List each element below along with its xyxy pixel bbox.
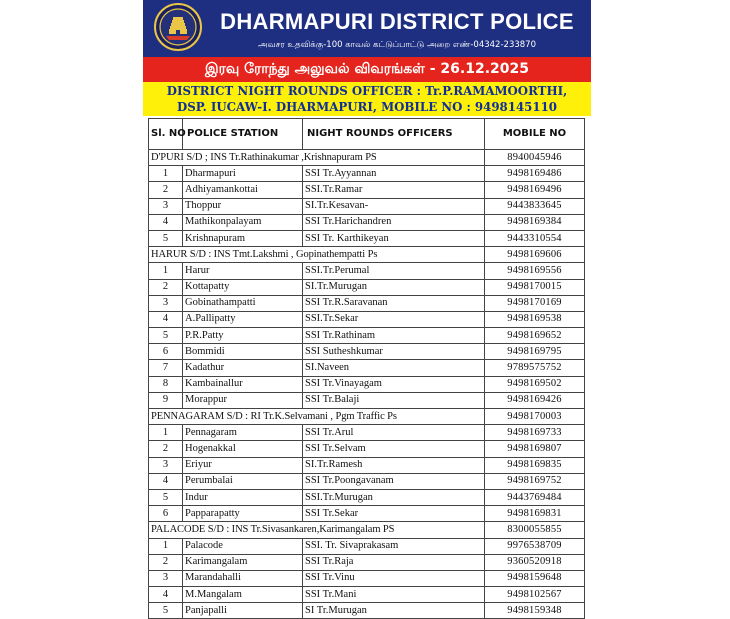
sl-no-cell: 5 <box>149 230 183 246</box>
mobile-cell: 9498169486 <box>485 166 585 182</box>
table-header-row <box>149 119 585 150</box>
officer-cell: SSI Tr.Raja <box>303 554 485 570</box>
mobile-cell: 9498169384 <box>485 214 585 230</box>
police-station-cell: Morappur <box>183 392 303 408</box>
sl-no-cell: 4 <box>149 214 183 230</box>
mobile-cell: 9498169807 <box>485 441 585 457</box>
sl-no-cell: 1 <box>149 425 183 441</box>
sl-no-cell: 4 <box>149 473 183 489</box>
subdivision-row <box>149 150 585 166</box>
police-station-cell: Krishnapuram <box>183 230 303 246</box>
sl-no-cell: 1 <box>149 263 183 279</box>
officer-cell: SI.Tr.Murugan <box>303 279 485 295</box>
sl-no-cell: 6 <box>149 344 183 360</box>
officer-cell: SSI Tr.Harichandren <box>303 214 485 230</box>
police-emblem-icon <box>154 3 202 51</box>
sl-no-cell: 7 <box>149 360 183 376</box>
subdivision-label: HARUR S/D : INS Tmt.Lakshmi , Gopinathempatti Ps <box>149 247 485 263</box>
police-station-cell: Hogenakkal <box>183 441 303 457</box>
district-officer-banner <box>143 82 591 116</box>
mobile-cell: 9976538709 <box>485 538 585 554</box>
mobile-cell: 9498169496 <box>485 182 585 198</box>
table-row <box>149 457 585 473</box>
subdivision-label: PENNAGARAM S/D : RI Tr.K.Selvamani , Pgm Traffic Ps <box>149 409 485 425</box>
police-station-cell: Gobinathampatti <box>183 295 303 311</box>
mobile-cell: 9498102567 <box>485 587 585 603</box>
table-row <box>149 328 585 344</box>
subdivision-row <box>149 522 585 538</box>
subdivision-row <box>149 247 585 263</box>
police-station-cell: Thoppur <box>183 198 303 214</box>
police-station-cell: Palacode <box>183 538 303 554</box>
police-station-cell: Kadathur <box>183 360 303 376</box>
subdivision-label: D'PURI S/D ; INS Tr.Rathinakumar ,Krishnapuram PS <box>149 150 485 166</box>
mobile-cell: 9443833645 <box>485 198 585 214</box>
mobile-cell: 9498169556 <box>485 263 585 279</box>
police-station-cell: Marandahalli <box>183 570 303 586</box>
sl-no-cell: 4 <box>149 587 183 603</box>
mobile-cell: 9498159648 <box>485 570 585 586</box>
sl-no-cell: 2 <box>149 279 183 295</box>
district-officer-line-1: DISTRICT NIGHT ROUNDS OFFICER : Tr.P.RAMAMOORTHI, <box>166 84 568 98</box>
police-station-cell: Pennagaram <box>183 425 303 441</box>
col-header-sl-no: Sl. NO <box>149 119 183 150</box>
mobile-cell: 9360520918 <box>485 554 585 570</box>
officer-cell: SSI Tr.Sekar <box>303 506 485 522</box>
table-row <box>149 587 585 603</box>
police-station-cell: P.R.Patty <box>183 328 303 344</box>
officer-cell: SSI.Tr.Perumal <box>303 263 485 279</box>
subdivision-mobile: 9498170003 <box>485 409 585 425</box>
table-row <box>149 554 585 570</box>
officer-cell: SSI Tr.Selvam <box>303 441 485 457</box>
officer-cell: SSI Tr.Balaji <box>303 392 485 408</box>
sl-no-cell: 3 <box>149 198 183 214</box>
mobile-cell: 9498169752 <box>485 473 585 489</box>
officer-cell: SI.Tr.Kesavan- <box>303 198 485 214</box>
police-station-cell: Harur <box>183 263 303 279</box>
table-row <box>149 279 585 295</box>
table-row <box>149 182 585 198</box>
col-header-officers: NIGHT ROUNDS OFFICERS <box>303 119 485 150</box>
mobile-cell: 9443310554 <box>485 230 585 246</box>
sl-no-cell: 5 <box>149 489 183 505</box>
police-station-cell: Panjapalli <box>183 603 303 619</box>
officer-cell: SSI.Tr.Sekar <box>303 311 485 327</box>
police-station-cell: Perumbalai <box>183 473 303 489</box>
subdivision-mobile: 8300055855 <box>485 522 585 538</box>
sl-no-cell: 1 <box>149 538 183 554</box>
table-row <box>149 392 585 408</box>
mobile-cell: 9498169426 <box>485 392 585 408</box>
sl-no-cell: 6 <box>149 506 183 522</box>
table-row <box>149 166 585 182</box>
mobile-cell: 9498169733 <box>485 425 585 441</box>
mobile-cell: 9498159348 <box>485 603 585 619</box>
officer-cell: SSI Tr. Karthikeyan <box>303 230 485 246</box>
sl-no-cell: 3 <box>149 457 183 473</box>
subdivision-row <box>149 409 585 425</box>
table-row <box>149 230 585 246</box>
police-station-cell: Mathikonpalayam <box>183 214 303 230</box>
subdivision-mobile: 9498169606 <box>485 247 585 263</box>
night-rounds-poster <box>143 0 591 616</box>
mobile-cell: 9498170015 <box>485 279 585 295</box>
night-rounds-table <box>148 118 585 619</box>
table-row <box>149 441 585 457</box>
sl-no-cell: 4 <box>149 311 183 327</box>
mobile-cell: 9498169538 <box>485 311 585 327</box>
sl-no-cell: 5 <box>149 328 183 344</box>
table-row <box>149 214 585 230</box>
table-row <box>149 263 585 279</box>
police-station-cell: A.Pallipatty <box>183 311 303 327</box>
officer-cell: SI Tr.Murugan <box>303 603 485 619</box>
mobile-cell: 9498169502 <box>485 376 585 392</box>
officer-cell: SSI Tr.Arul <box>303 425 485 441</box>
mobile-cell: 9498169652 <box>485 328 585 344</box>
officer-cell: SSI.Tr.Murugan <box>303 489 485 505</box>
officer-cell: SSI Tr.R.Saravanan <box>303 295 485 311</box>
mobile-cell: 9443769484 <box>485 489 585 505</box>
sl-no-cell: 2 <box>149 554 183 570</box>
table-row <box>149 360 585 376</box>
police-station-cell: Bommidi <box>183 344 303 360</box>
police-station-cell: Adhiyamankottai <box>183 182 303 198</box>
col-header-mobile: MOBILE NO <box>485 119 585 150</box>
table-row <box>149 311 585 327</box>
subdivision-mobile: 8940045946 <box>485 150 585 166</box>
police-station-cell: Papparapatty <box>183 506 303 522</box>
table-body <box>149 150 585 619</box>
sl-no-cell: 3 <box>149 570 183 586</box>
officer-cell: SSI Tr.Ayyannan <box>303 166 485 182</box>
table-row <box>149 570 585 586</box>
officer-cell: SSI. Tr. Sivaprakasam <box>303 538 485 554</box>
mobile-cell: 9498169795 <box>485 344 585 360</box>
police-station-cell: Kambainallur <box>183 376 303 392</box>
officer-cell: SSI Tr.Vinayagam <box>303 376 485 392</box>
table-row <box>149 344 585 360</box>
police-station-cell: Eriyur <box>183 457 303 473</box>
table-row <box>149 376 585 392</box>
sl-no-cell: 1 <box>149 166 183 182</box>
officer-cell: SI.Naveen <box>303 360 485 376</box>
police-station-cell: Dharmapuri <box>183 166 303 182</box>
page-title: DHARMAPURI DISTRICT POLICE <box>220 9 574 34</box>
sl-no-cell: 3 <box>149 295 183 311</box>
header-bar <box>143 0 591 57</box>
mobile-cell: 9498169831 <box>485 506 585 522</box>
table-row <box>149 473 585 489</box>
sl-no-cell: 2 <box>149 182 183 198</box>
table-row <box>149 538 585 554</box>
sl-no-cell: 5 <box>149 603 183 619</box>
sl-no-cell: 8 <box>149 376 183 392</box>
mobile-cell: 9789575752 <box>485 360 585 376</box>
officer-cell: SSI.Tr.Ramar <box>303 182 485 198</box>
table-row <box>149 603 585 619</box>
officer-cell: SSI Tr.Vinu <box>303 570 485 586</box>
police-station-cell: Indur <box>183 489 303 505</box>
officer-cell: SSI Tr.Mani <box>303 587 485 603</box>
officer-cell: SSI Tr.Rathinam <box>303 328 485 344</box>
date-banner: இரவு ரோந்து அலுவல் விவரங்கள் - 26.12.2025 <box>143 57 591 82</box>
officer-cell: SI.Tr.Ramesh <box>303 457 485 473</box>
table-row <box>149 295 585 311</box>
officer-cell: SSI Sutheshkumar <box>303 344 485 360</box>
table-row <box>149 489 585 505</box>
table-row <box>149 198 585 214</box>
officer-cell: SSI Tr.Poongavanam <box>303 473 485 489</box>
police-station-cell: Karimangalam <box>183 554 303 570</box>
sl-no-cell: 9 <box>149 392 183 408</box>
table-row <box>149 506 585 522</box>
table-row <box>149 425 585 441</box>
district-officer-line-2: DSP. IUCAW-I. DHARMAPURI, MOBILE NO : 9498145110 <box>176 100 558 114</box>
helpline-subtitle: அவசர உதவிக்கு-100 காவல் கட்டுப்பாட்டு அறை எண்-04342-233870 <box>258 40 536 50</box>
subdivision-label: PALACODE S/D : INS Tr.Sivasankaren,Karimangalam PS <box>149 522 485 538</box>
mobile-cell: 9498170169 <box>485 295 585 311</box>
col-header-police-station: POLICE STATION <box>183 119 303 150</box>
sl-no-cell: 2 <box>149 441 183 457</box>
police-station-cell: Kottapatty <box>183 279 303 295</box>
mobile-cell: 9498169835 <box>485 457 585 473</box>
police-station-cell: M.Mangalam <box>183 587 303 603</box>
